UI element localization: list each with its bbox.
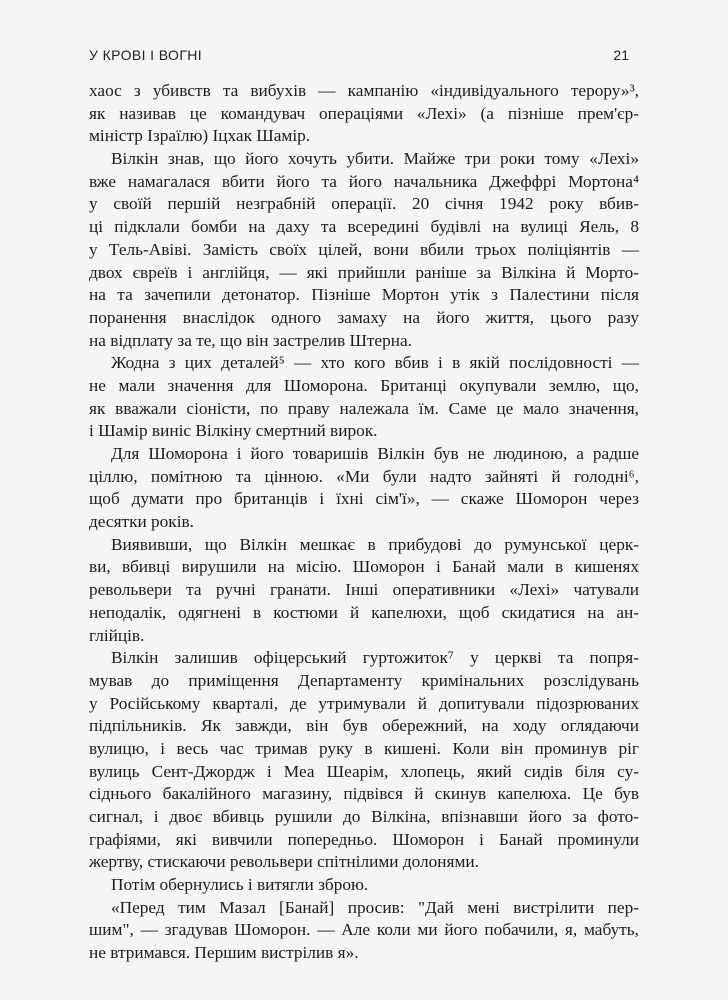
text-line: сигнал, і двоє вбивць рушили до Вілкіна, впізнавши його за фото-: [89, 807, 639, 826]
text-line: жертву, стискаючи револьвери спітнілими долонями.: [89, 852, 479, 872]
text-line: на та зачепили детонатор. Пізніше Мортон утік з Палестини після: [89, 285, 639, 305]
body-text: [89, 80, 639, 965]
text-line: поранення внаслідок одного замаху на його життя, цього разу: [89, 307, 639, 327]
text-line: як вважали сіоністи, по праву належала їм. Саме це мало значення,: [89, 398, 639, 418]
text-line: щоб думати про британців і їхні сім'ї», — скаже Шоморон через: [89, 489, 639, 509]
page-number: 21: [613, 47, 629, 63]
text-line: не втримався. Першим вистрілив я».: [89, 943, 359, 963]
text-line: двох євреїв і англійця, — які прийшли раніше за Вілкіна й Морто-: [89, 262, 639, 282]
text-line: Вілкін залишив офіцерський гуртожиток⁷ у церкві та попря-: [111, 648, 639, 668]
text-line: хаос з убивств та вибухів — кампанію «індивідуального терору»³,: [89, 81, 639, 100]
text-line: як називав це командувач операціями «Лехі» (а пізніше прем'єр-: [89, 103, 639, 123]
text-line: Для Шоморона і його товаришів Вілкін був не людиною, а радше: [111, 444, 639, 463]
text-line: Вілкін знав, що його хочуть убити. Майже три роки тому «Лехі»: [111, 149, 639, 169]
text-line: вже намагалася вбити його та його начальника Джеффрі Мортона⁴: [89, 171, 639, 191]
text-line: графіями, які вивчили попередньо. Шоморон і Банай проминули: [89, 829, 639, 849]
running-title: У КРОВІ І ВОГНІ: [89, 47, 203, 63]
text-line: на відплату за те, що він застрелив Штерна.: [89, 330, 412, 350]
text-line: підпільників. Як завжди, він був обережний, на ходу оглядаючи: [89, 716, 639, 736]
text-line: Потім обернулись і витягли зброю.: [111, 875, 369, 895]
text-line: у своїй першій незграбній операції. 20 січня 1942 року вбив-: [89, 194, 639, 214]
text-line: ціллю, помітною та цінною. «Ми були надто зайняті й голодні⁶,: [89, 466, 639, 486]
text-line: у Тель-Авіві. Замість своїх цілей, вони вбили трьох поліціянтів —: [89, 239, 639, 259]
text-line: десятки років.: [89, 512, 194, 532]
text-line: неподалік, одягнені в костюми й капелюхи, щоб скидатися на ан-: [89, 602, 639, 622]
text-line: Виявивши, що Вілкін мешкає в прибудові до румунської церк-: [111, 534, 639, 554]
text-line: у Російському кварталі, де утримували й допитували підозрюваних: [89, 693, 639, 713]
text-line: не мали значення для Шоморона. Британці окупували землю, що,: [89, 375, 639, 395]
text-line: мував до приміщення Департаменту кримінальних розслідувань: [89, 670, 639, 690]
text-line: ці підклали бомби на даху та всередині будівлі на вулиці Яель, 8: [89, 217, 639, 237]
text-line: глійців.: [89, 625, 145, 645]
text-line: міністр Ізраїлю) Іцхак Шамір.: [89, 126, 311, 146]
text-line: вулицю, і весь час тримав руку в кишені. Коли він проминув ріг: [89, 738, 639, 758]
text-line: Жодна з цих деталей⁵ — хто кого вбив і в якій послідовності —: [111, 353, 639, 373]
text-line: шим", — згадував Шоморон. — Але коли ми його побачили, я, мабуть,: [89, 920, 639, 940]
text-line: вулиць Сент-Джордж і Меа Шеарім, хлопець, який сидів біля су-: [89, 761, 639, 781]
text-line: револьвери та ручні гранати. Інші оперативники «Лехі» чатували: [89, 580, 639, 600]
text-line: і Шамір виніс Вілкіну смертний вирок.: [89, 421, 378, 441]
text-line: сіднього бакалійного магазину, підвівся й скинув капелюха. Це був: [89, 784, 639, 804]
text-line: «Перед тим Мазал [Банай] просив: "Дай мені вистрілити пер-: [111, 897, 639, 917]
text-line: ви, вбивці вирушили на місію. Шоморон і Банай мали в кишенях: [89, 557, 639, 577]
